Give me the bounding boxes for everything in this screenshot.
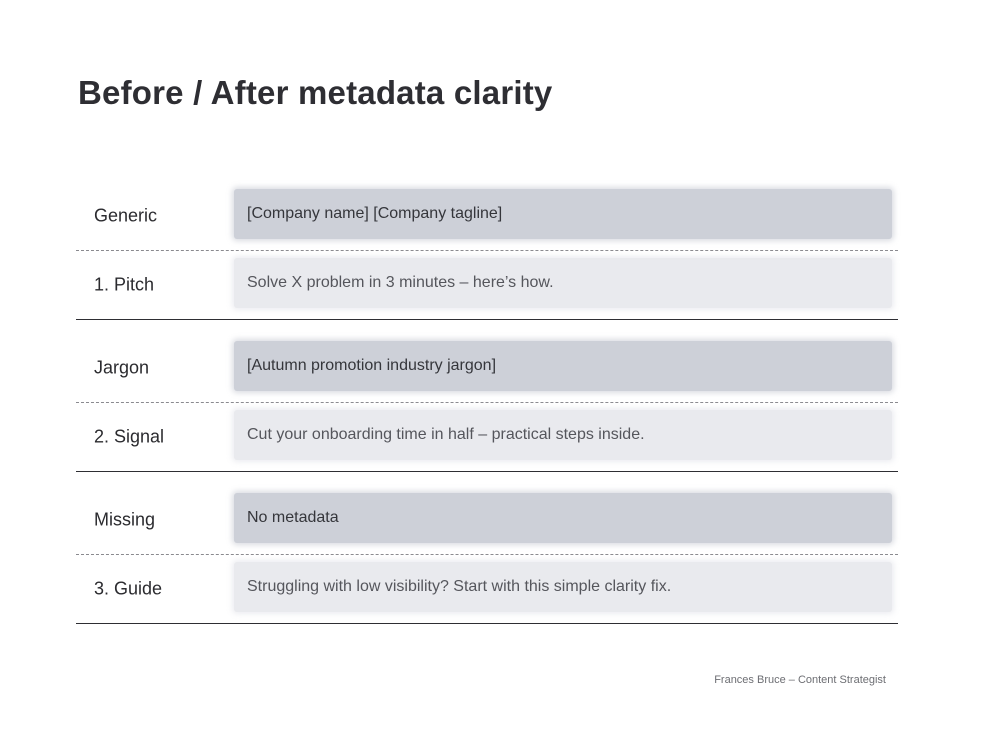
before-text-box: [Company name] [Company tagline] (234, 189, 892, 239)
after-text-box: Cut your onboarding time in half – practical steps inside. (234, 410, 892, 460)
after-row-guide (76, 555, 898, 623)
after-row-pitch (76, 251, 898, 319)
before-label: Generic (94, 205, 158, 226)
before-text-box: No metadata (234, 493, 892, 543)
after-row-signal (76, 403, 898, 471)
after-label: 3. Guide (94, 578, 163, 599)
before-row-missing (76, 486, 898, 555)
before-row-jargon (76, 334, 898, 403)
after-text-box: Struggling with low visibility? Start with this simple clarity fix. (234, 562, 892, 612)
before-row-generic (76, 182, 898, 251)
before-label: Jargon (94, 357, 150, 378)
before-label: Missing (94, 509, 156, 530)
comparison-group-1 (76, 182, 898, 320)
after-text-box: Solve X problem in 3 minutes – here’s how. (234, 258, 892, 308)
comparison-group-2 (76, 334, 898, 472)
after-label: 2. Signal (94, 426, 165, 447)
comparison-group-3 (76, 486, 898, 624)
comparison-table (76, 182, 898, 624)
author-credit: Frances Bruce – Content Strategist (714, 674, 886, 686)
after-label: 1. Pitch (94, 274, 155, 295)
page-title: Before / After metadata clarity (78, 74, 553, 111)
before-text-box: [Autumn promotion industry jargon] (234, 341, 892, 391)
